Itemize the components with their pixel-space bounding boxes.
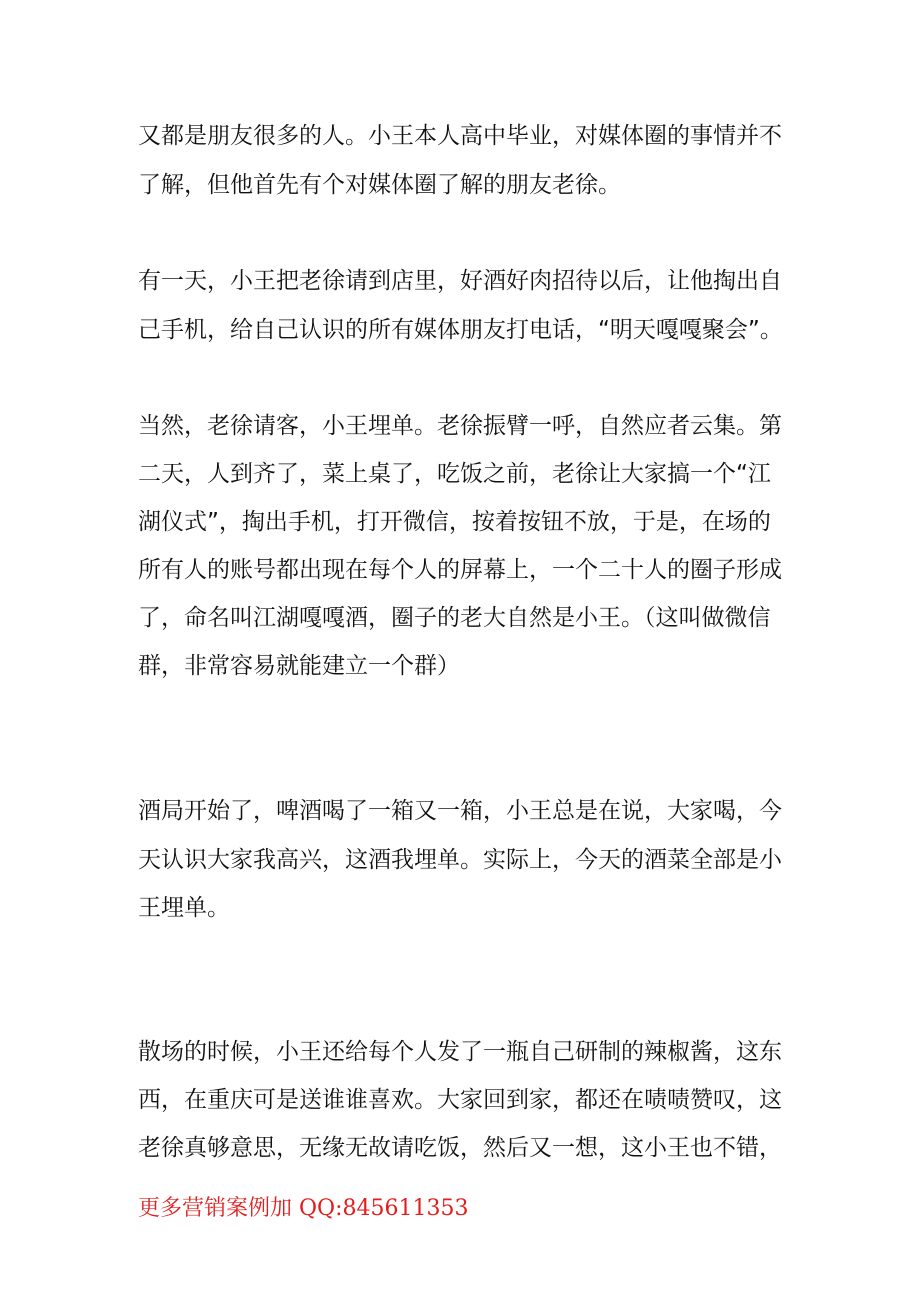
paragraph-3-line-2: 二天，人到齐了，菜上桌了，吃饭之前，老徐让大家搞一个“江 [138,461,771,487]
paragraph-2-line-2: 己手机，给自己认识的所有媒体朋友打电话，“明天嘎嘎聚会”。 [138,317,783,343]
promo-footer: 更多营销案例加 QQ:845611353 [138,1196,469,1221]
paragraph-5-line-3: 老徐真够意思，无缘无故请吃饭，然后又一想，这小王也不错， [138,1135,782,1161]
paragraph-5-line-2: 西，在重庆可是送谁谁喜欢。大家回到家，都还在啧啧赞叹，这 [138,1087,782,1113]
paragraph-3-line-6: 群，非常容易就能建立一个群） [138,653,460,679]
paragraph-5-line-1: 散场的时候，小王还给每个人发了一瓶自己研制的辣椒酱，这东 [138,1039,782,1065]
paragraph-3-line-3: 湖仪式”，掏出手机，打开微信，按着按钮不放，于是，在场的 [138,509,771,535]
paragraph-1-line-1: 又都是朋友很多的人。小王本人高中毕业，对媒体圈的事情并不 [138,123,782,149]
paragraph-4-line-3: 王埋单。 [138,895,230,921]
paragraph-2-line-1: 有一天，小王把老徐请到店里，好酒好肉招待以后，让他掏出自 [138,268,782,294]
paragraph-4-line-1: 酒局开始了，啤酒喝了一箱又一箱，小王总是在说，大家喝，今 [138,798,782,824]
paragraph-4-line-2: 天认识大家我高兴，这酒我埋单。实际上，今天的酒菜全部是小 [138,847,782,873]
paragraph-3-line-5: 了，命名叫江湖嘎嘎酒，圈子的老大自然是小王。（这叫做微信 [138,605,771,631]
paragraph-1-line-2: 了解，但他首先有个对媒体圈了解的朋友老徐。 [138,172,621,198]
paragraph-3-line-4: 所有人的账号都出现在每个人的屏幕上，一个二十人的圈子形成 [138,557,782,583]
paragraph-3-line-1: 当然，老徐请客，小王埋单。老徐振臂一呼，自然应者云集。第 [138,413,782,439]
